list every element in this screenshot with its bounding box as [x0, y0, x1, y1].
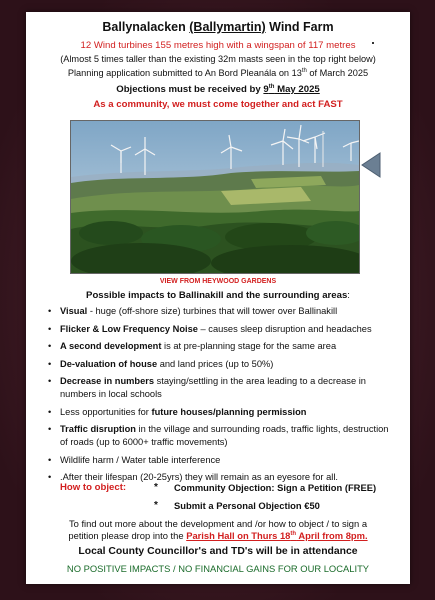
closing-slogan: NO POSITIVE IMPACTS / NO FINANCIAL GAINS FOR OUR LOCALITY [66, 563, 370, 574]
list-item: • De-valuation of house and land prices (up to 50%) [48, 358, 274, 369]
planning-date: Planning application submitted to An Bord Pleanála on 13th of March 2025 [67, 68, 369, 79]
call-to-action: As a community, we must come together and act FAST [93, 99, 343, 110]
how-to-object-label: How to object: [60, 482, 127, 493]
photo-caption: VIEW FROM HEYWOOD GARDENS [159, 278, 277, 285]
personal-objection-option: Submit a Personal Objection €50 [174, 500, 320, 511]
list-item: • Traffic disruption in the village and surrounding roads, traffic lights, destruction of roads (up to 6000+ traffic movements) [48, 424, 389, 447]
list-item: • Less opportunities for future houses/planning permission [48, 406, 307, 417]
flyer-title: Ballynalacken (Ballymartin) Wind Farm [102, 20, 334, 34]
flyer [26, 12, 410, 584]
list-item: • Decrease in numbers staying/settling in the area leading to a decrease in numbers in local schools [48, 376, 366, 399]
list-item: • A second development is at pre-planning stage for the same area [48, 341, 337, 351]
list-item: • Wildlife harm / Water table interference [48, 454, 221, 465]
turbine-spec: 12 Wind turbines 155 metres high with a wingspan of 117 metres [80, 40, 356, 51]
impacts-heading: Possible impacts to Ballinakill and the surrounding areas: [86, 290, 350, 301]
list-item: • .After their lifespan (20-25yrs) they will remain as an eyesore for all. [48, 472, 338, 482]
arrow-left-icon [360, 150, 382, 180]
landscape-photo [70, 120, 360, 274]
star-bullet: * [154, 482, 158, 493]
petition-option: Community Objection: Sign a Petition (FREE) [174, 482, 377, 493]
objection-deadline: Objections must be received by 9th May 2025 [116, 84, 320, 96]
height-comparison: (Almost 5 times taller than the existing 32m masts seen in the top right below) [60, 54, 376, 64]
list-item: • Flicker & Low Frequency Noise – causes sleep disruption and headaches [48, 323, 372, 334]
list-item: • Visual - huge (off-shore size) turbines that will tower over Ballinakill [48, 306, 338, 316]
impacts-list [48, 305, 394, 489]
info-line-venue: petition please drop into the Parish Hall on Thurs 18th April from 8pm. [68, 530, 368, 541]
star-bullet: * [154, 500, 158, 511]
info-line: To find out more about the development and /or how to object / to sign a [68, 518, 368, 529]
attendance-note: Local County Councillor's and TD's will be in attendance [78, 546, 358, 557]
